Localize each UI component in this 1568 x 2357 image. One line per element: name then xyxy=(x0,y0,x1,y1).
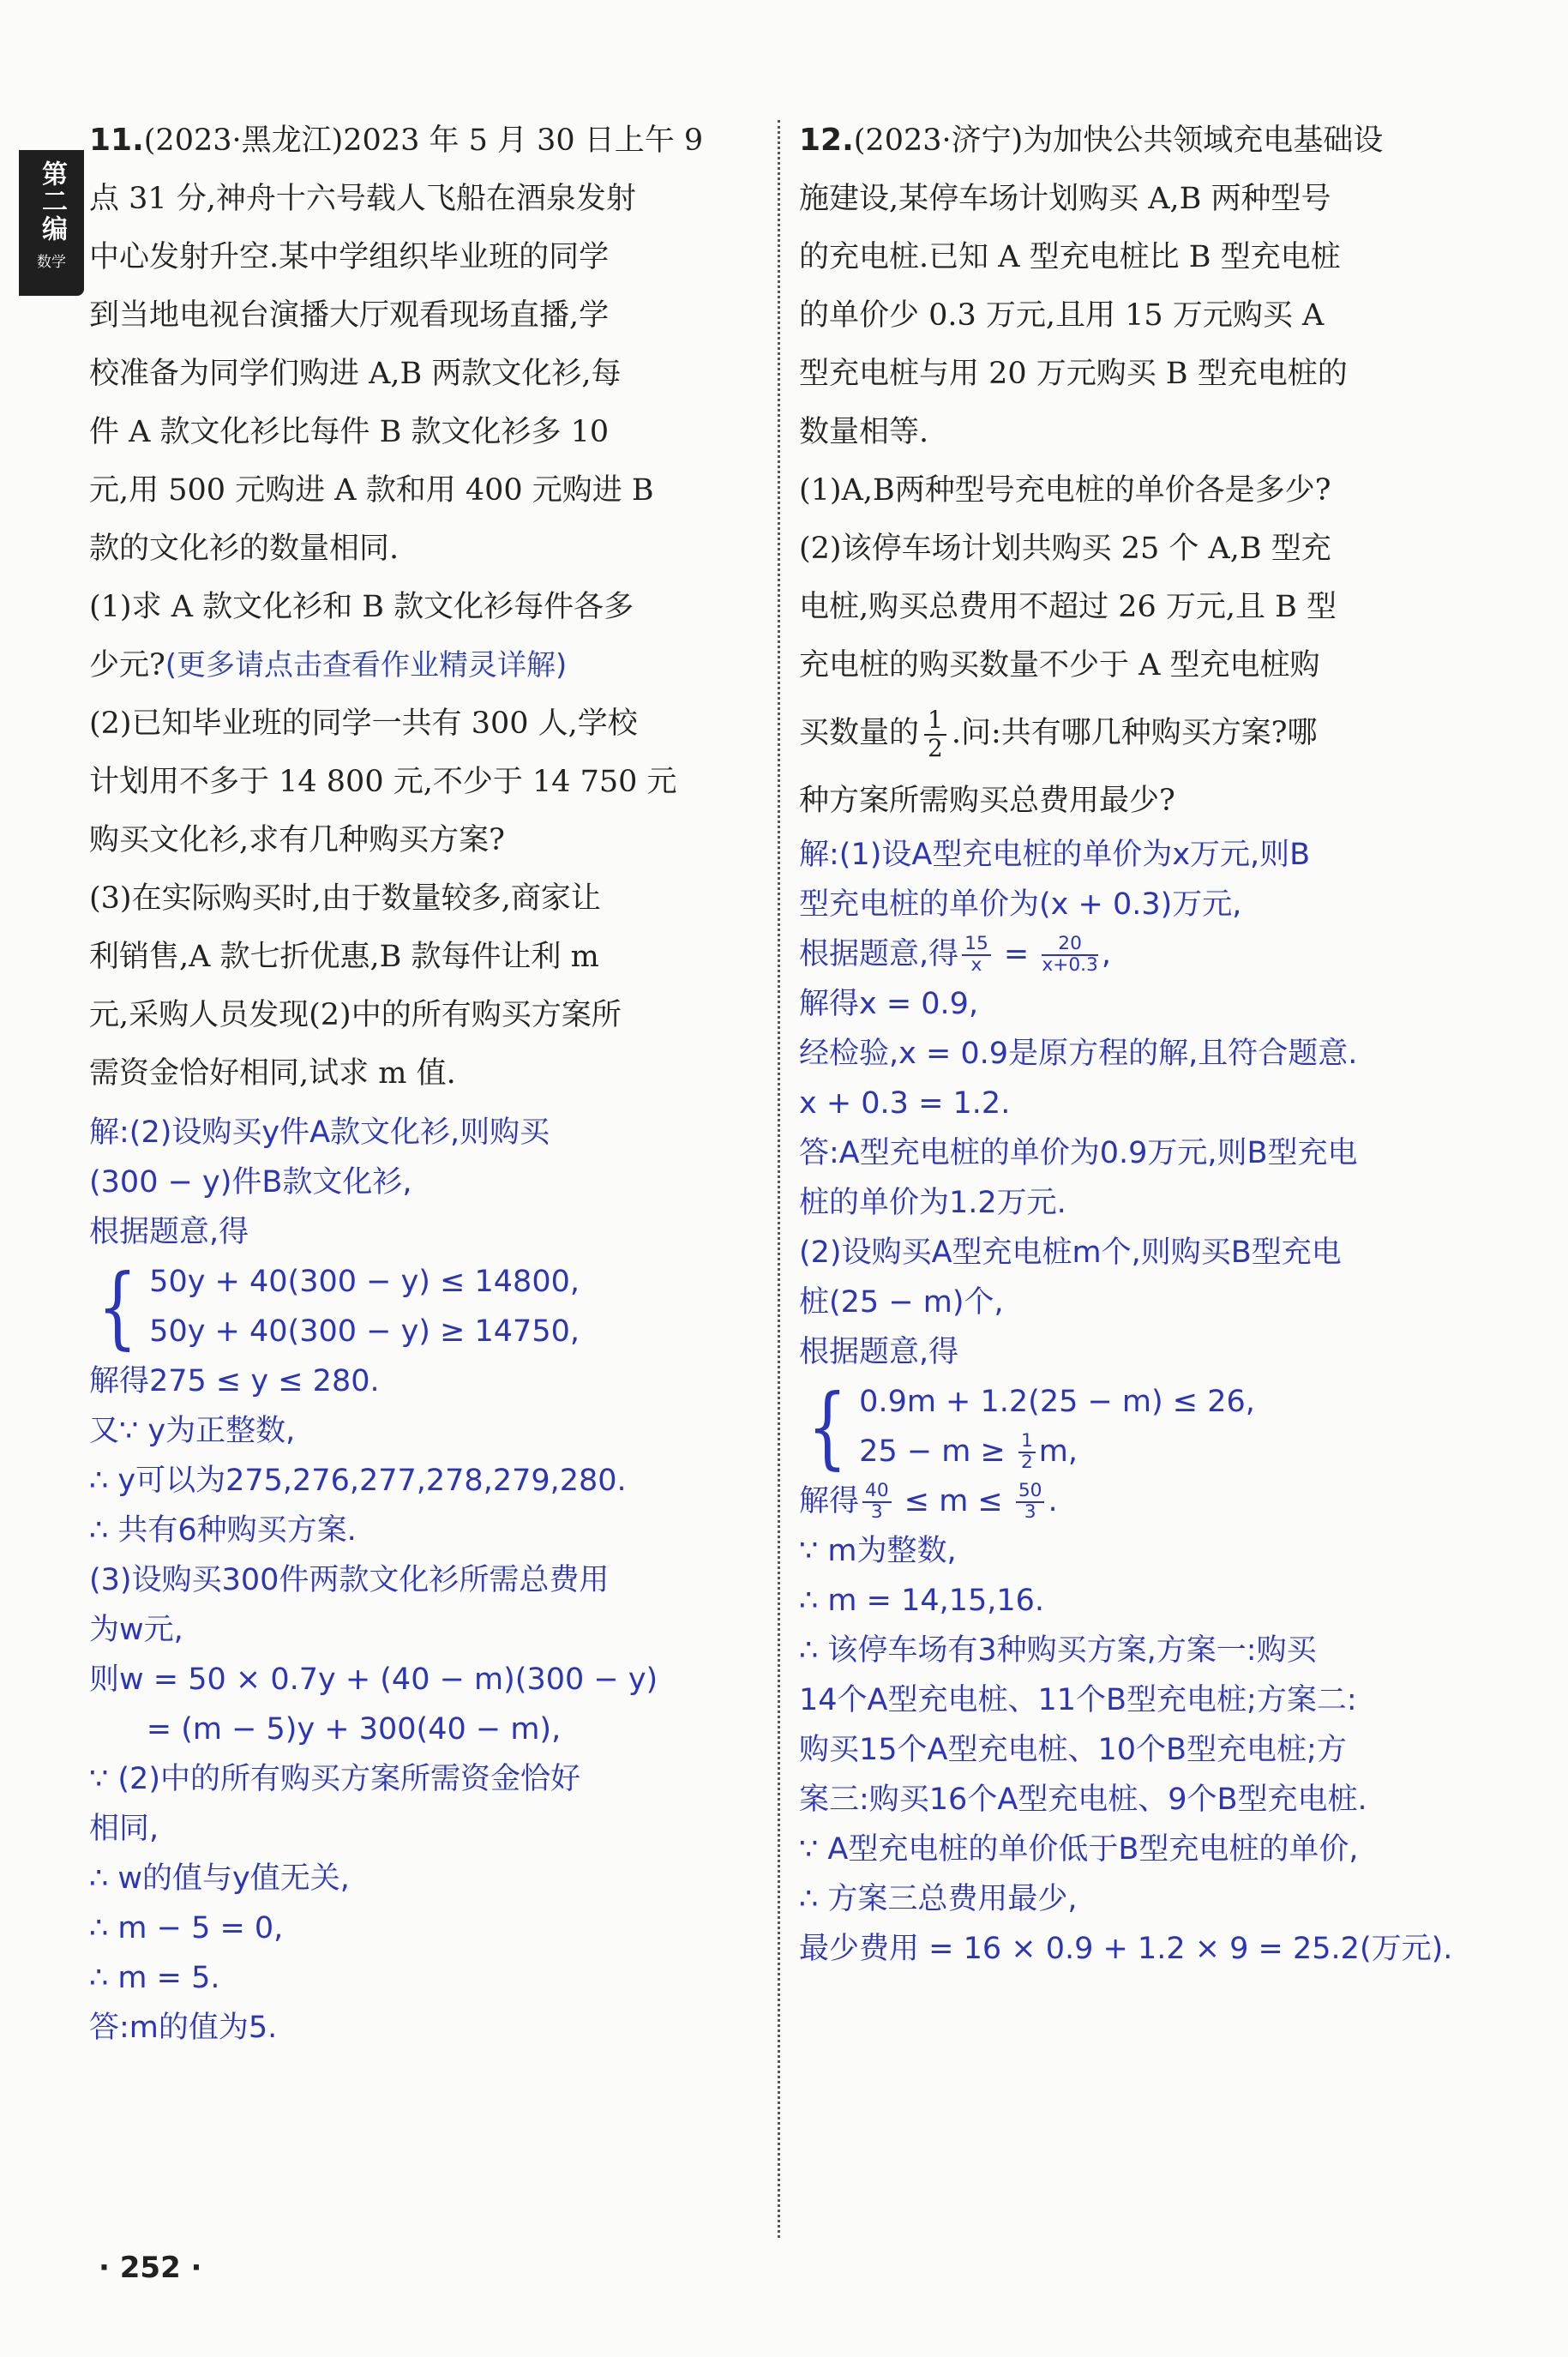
text-line: 施建设,某停车场计划购买 A,B 两种型号 xyxy=(799,182,1331,216)
text-line: 款的文化衫的数量相同. xyxy=(89,532,400,566)
answer-line: 桩的单价为1.2万元. xyxy=(799,1186,1066,1220)
answer-line: 最少费用 = 16 × 0.9 + 1.2 × 9 = 25.2(万元). xyxy=(799,1932,1453,1966)
text-line: 校准备为同学们购进 A,B 两款文化衫,每 xyxy=(89,357,622,391)
answer-line: 型充电桩的单价为(x + 0.3)万元, xyxy=(799,887,1242,922)
numerator: 50 xyxy=(1016,1482,1045,1503)
eq-operator: = xyxy=(994,937,1039,971)
answer-line: x + 0.3 = 1.2. xyxy=(799,1086,1011,1121)
question-12-text xyxy=(799,111,1528,830)
brace-symbol: { xyxy=(97,1254,138,1359)
question-11-text xyxy=(89,111,766,1103)
chapter-tab xyxy=(19,150,84,296)
answer-line: 解:(2)设购买y件A款文化衫,则购买 xyxy=(89,1115,550,1150)
answer-line: 14个A型充电桩、11个B型充电桩;方案二: xyxy=(799,1683,1357,1717)
numerator: 15 xyxy=(962,935,991,956)
text-line: 种方案所需购买总费用最少? xyxy=(799,784,1175,818)
equation-line xyxy=(799,929,1528,979)
text-line: 件 A 款文化衫比每件 B 款文化衫多 10 xyxy=(89,415,610,449)
answer-line: = (m − 5)y + 300(40 − m), xyxy=(89,1712,562,1747)
answer-line: ∴ w的值与y值无关, xyxy=(89,1861,350,1896)
text-line: (3)在实际购买时,由于数量较多,商家让 xyxy=(89,881,601,916)
text-line: (2)已知毕业班的同学一共有 300 人,学校 xyxy=(89,706,638,741)
fraction xyxy=(1042,935,1098,976)
answer-line: 答:m的值为5. xyxy=(89,2011,278,2045)
subject-label: 数学 xyxy=(37,254,66,271)
answer-line: 相同, xyxy=(89,1812,159,1846)
text-line: 到当地电视台演播大厅观看现场直播,学 xyxy=(89,298,610,333)
text-line: 计划用不多于 14 800 元,不少于 14 750 元 xyxy=(89,765,677,799)
text-line: (2)该停车场计划共购买 25 个 A,B 型充 xyxy=(799,532,1331,566)
numerator: 40 xyxy=(862,1482,892,1503)
fraction-one-half xyxy=(924,707,946,762)
denominator: 3 xyxy=(870,1501,883,1523)
question-number: 11. xyxy=(89,123,144,158)
fraction xyxy=(1018,1432,1036,1473)
answer-line: ∴ 方案三总费用最少, xyxy=(799,1882,1078,1916)
text-line: .问:共有哪几种购买方案?哪 xyxy=(951,716,1318,750)
fraction xyxy=(862,1482,892,1523)
answer-line: ∵ A型充电桩的单价低于B型充电桩的单价, xyxy=(799,1832,1359,1867)
text-line: 中心发射升空.某中学组织毕业班的同学 xyxy=(89,240,610,274)
answer-line: ∴ 共有6种购买方案. xyxy=(89,1513,357,1548)
inequality-system xyxy=(89,1254,766,1359)
text-line: 利销售,A 款七折优惠,B 款每件让利 m xyxy=(89,940,599,974)
text-line: 电桩,购买总费用不超过 26 万元,且 B 型 xyxy=(799,590,1337,624)
text-line: 需资金恰好相同,试求 m 值. xyxy=(89,1056,456,1091)
answer-line: 解得x = 0.9, xyxy=(799,987,979,1021)
answer-line: 又∵ y为正整数, xyxy=(89,1414,296,1448)
answer-line: 答:A型充电桩的单价为0.9万元,则B型充电 xyxy=(799,1136,1358,1170)
text-line: 点 31 分,神舟十六号载人飞船在酒泉发射 xyxy=(89,182,636,216)
brace-symbol: { xyxy=(807,1374,848,1479)
fraction xyxy=(962,935,991,976)
fraction xyxy=(1016,1482,1045,1523)
eq-suffix: , xyxy=(1101,937,1111,971)
more-details-link[interactable]: (更多请点击查看作业精灵详解) xyxy=(165,648,568,682)
text-line: 的单价少 0.3 万元,且用 15 万元购买 A xyxy=(799,298,1325,333)
numerator: 20 xyxy=(1042,935,1098,956)
answer-line: 为w元, xyxy=(89,1613,183,1647)
text-line: 数量相等. xyxy=(799,415,929,449)
denominator: 2 xyxy=(928,733,943,762)
denominator: x xyxy=(970,954,982,976)
text-line: 元,用 500 元购进 A 款和用 400 元购进 B xyxy=(89,473,654,508)
text-line: (1)求 A 款文化衫和 B 款文化衫每件各多 xyxy=(89,590,634,624)
inequality-line: 50y + 40(300 − y) ≤ 14800, xyxy=(149,1265,580,1299)
inequality-line xyxy=(859,1427,1255,1476)
answer-11 xyxy=(89,1108,766,2053)
text-line: 充电桩的购买数量不少于 A 型充电桩购 xyxy=(799,648,1320,682)
answer-line: ∴ m = 14,15,16. xyxy=(799,1584,1045,1618)
answer-line: 解得275 ≤ y ≤ 280. xyxy=(89,1364,380,1398)
text-line: 买数量的 xyxy=(799,716,920,750)
answer-line: (2)设购买A型充电桩m个,则购买B型充电 xyxy=(799,1236,1342,1270)
sol-operator: ≤ m ≤ xyxy=(894,1484,1012,1518)
answer-line: ∴ 该停车场有3种购买方案,方案一:购买 xyxy=(799,1633,1317,1668)
answer-line: 根据题意,得 xyxy=(89,1215,249,1249)
ineq-prefix: 25 − m ≥ xyxy=(859,1434,1015,1469)
column-divider xyxy=(778,120,780,2238)
answer-line: ∵ (2)中的所有购买方案所需资金恰好 xyxy=(89,1762,580,1796)
answer-line: 则w = 50 × 0.7y + (40 − m)(300 − y) xyxy=(89,1663,658,1697)
answer-line: 购买15个A型充电桩、10个B型充电桩;方 xyxy=(799,1733,1347,1767)
answer-line: ∴ m − 5 = 0, xyxy=(89,1911,284,1945)
text-line: (2023·黑龙江)2023 年 5 月 30 日上午 9 xyxy=(143,123,704,158)
question-number: 12. xyxy=(799,123,854,158)
denominator: x+0.3 xyxy=(1042,954,1098,976)
question-12 xyxy=(799,111,1528,1974)
inequality-system xyxy=(799,1374,1528,1479)
answer-line: 经检验,x = 0.9是原方程的解,且符合题意. xyxy=(799,1037,1358,1071)
inequality-line: 50y + 40(300 − y) ≥ 14750, xyxy=(149,1314,580,1349)
denominator: 3 xyxy=(1024,1501,1036,1523)
chapter-label: 第二编 xyxy=(37,160,67,243)
text-line: (2023·济宁)为加快公共领域充电基础设 xyxy=(853,123,1384,158)
sol-suffix: . xyxy=(1048,1484,1058,1518)
solution-line xyxy=(799,1476,1528,1526)
answer-line: 解:(1)设A型充电桩的单价为x万元,则B xyxy=(799,838,1311,872)
answer-line: ∴ m = 5. xyxy=(89,1961,220,1995)
text-line: 的充电桩.已知 A 型充电桩比 B 型充电桩 xyxy=(799,240,1341,274)
text-line: (1)A,B两种型号充电桩的单价各是多少? xyxy=(799,473,1331,508)
denominator: 2 xyxy=(1020,1452,1033,1473)
page-number: · 252 · xyxy=(99,2251,202,2285)
text-line: 少元? xyxy=(89,648,165,682)
answer-line: 案三:购买16个A型充电桩、9个B型充电桩. xyxy=(799,1783,1367,1817)
numerator: 1 xyxy=(924,707,946,736)
text-line: 元,采购人员发现(2)中的所有购买方案所 xyxy=(89,998,622,1032)
eq-prefix: 根据题意,得 xyxy=(799,937,959,971)
sol-prefix: 解得 xyxy=(799,1484,860,1518)
answer-line: (300 − y)件B款文化衫, xyxy=(89,1165,412,1200)
answer-line: 根据题意,得 xyxy=(799,1335,959,1369)
inequality-line: 0.9m + 1.2(25 − m) ≤ 26, xyxy=(859,1385,1255,1419)
question-11 xyxy=(89,111,766,2053)
answer-line: ∴ y可以为275,276,277,278,279,280. xyxy=(89,1464,627,1498)
answer-12 xyxy=(799,830,1528,1974)
answer-line: (3)设购买300件两款文化衫所需总费用 xyxy=(89,1563,610,1597)
text-line: 购买文化衫,求有几种购买方案? xyxy=(89,823,505,857)
ineq-suffix: m, xyxy=(1038,1434,1078,1469)
text-line: 型充电桩与用 20 万元购买 B 型充电桩的 xyxy=(799,357,1348,391)
numerator: 1 xyxy=(1018,1432,1036,1453)
answer-line: ∵ m为整数, xyxy=(799,1534,957,1568)
answer-line: 桩(25 − m)个, xyxy=(799,1285,1004,1320)
